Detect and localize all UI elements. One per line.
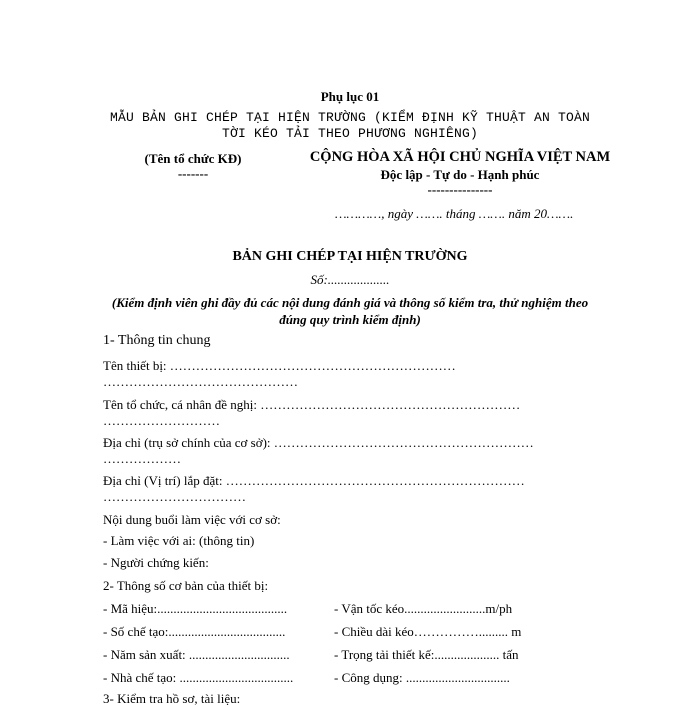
org-name: (Tên tổ chức KĐ) [144, 151, 242, 166]
manufacture-year-field: - Năm sản xuất: ............................... [103, 647, 290, 662]
model-field: - Mã hiệu:........................................ [103, 601, 288, 616]
form-title-line-2: TỜI KÉO TẢI THEO PHƯƠNG NGHIÊNG) [221, 126, 479, 141]
design-load-field: - Trọng tải thiết kế:.................... tấn [334, 647, 519, 662]
document-number: Số:................... [310, 272, 390, 287]
requester-field: Tên tổ chức, cá nhân đề nghị: …………………………………………………… [103, 397, 521, 412]
address-hq-field: Địa chỉ (trụ sở chính của cơ sở): …………………………………………………… [103, 435, 534, 450]
org-dash: ------- [177, 166, 209, 181]
serial-number-field: - Số chế tạo:.................................... [103, 624, 286, 639]
instruction-line-1: (Kiểm định viên ghi đầy đủ các nội dung đánh giá và thông số kiểm tra, thử nghiệm theo [111, 295, 589, 310]
section1-heading: 1- Thông tin chung [103, 333, 211, 348]
address-site-field: Địa chỉ (Vị trí) lắp đặt: …………………………………………………………… [103, 473, 525, 488]
date-line: …………, ngày ……. tháng ……. năm 20……. [335, 206, 574, 221]
appendix-label: Phụ lục 01 [320, 89, 380, 104]
section2-heading: 2- Thông số cơ bản của thiết bị: [103, 578, 269, 593]
address-hq-continuation: ……………… [103, 451, 181, 466]
device-name-continuation: ……………………………………… [103, 374, 298, 389]
motto: Độc lập - Tự do - Hạnh phúc [380, 167, 540, 182]
address-site-continuation: …………………………… [103, 489, 246, 504]
pull-length-field: - Chiều dài kéo……………......... m [334, 624, 522, 639]
document-title: BẢN GHI CHÉP TẠI HIỆN TRƯỜNG [232, 249, 468, 264]
witness-field: - Người chứng kiến: [103, 555, 209, 570]
form-title-line-1: MẪU BẢN GHI CHÉP TẠI HIỆN TRƯỜNG (KIỂM ĐỊNH KỸ THUẬT AN TOÀN [109, 110, 591, 125]
instruction-line-2: đúng quy trình kiểm định) [279, 312, 421, 327]
motto-dash: --------------- [427, 182, 493, 197]
country-name: CỘNG HÒA XÃ HỘI CHỦ NGHĨA VIỆT NAM [309, 149, 611, 165]
work-with-field: - Làm việc với ai: (thông tin) [103, 533, 255, 548]
section3-heading: 3- Kiểm tra hồ sơ, tài liệu: [103, 691, 241, 706]
requester-continuation: ……………………… [103, 413, 220, 428]
work-content-label: Nội dung buổi làm việc với cơ sở: [103, 512, 281, 527]
purpose-field: - Công dụng: ................................ [334, 670, 510, 685]
device-name-field: Tên thiết bị: ………………………………………………………… [103, 358, 456, 373]
pull-speed-field: - Vận tốc kéo.........................m/ph [334, 601, 513, 616]
manufacturer-field: - Nhà chế tạo: ................................... [103, 670, 294, 685]
